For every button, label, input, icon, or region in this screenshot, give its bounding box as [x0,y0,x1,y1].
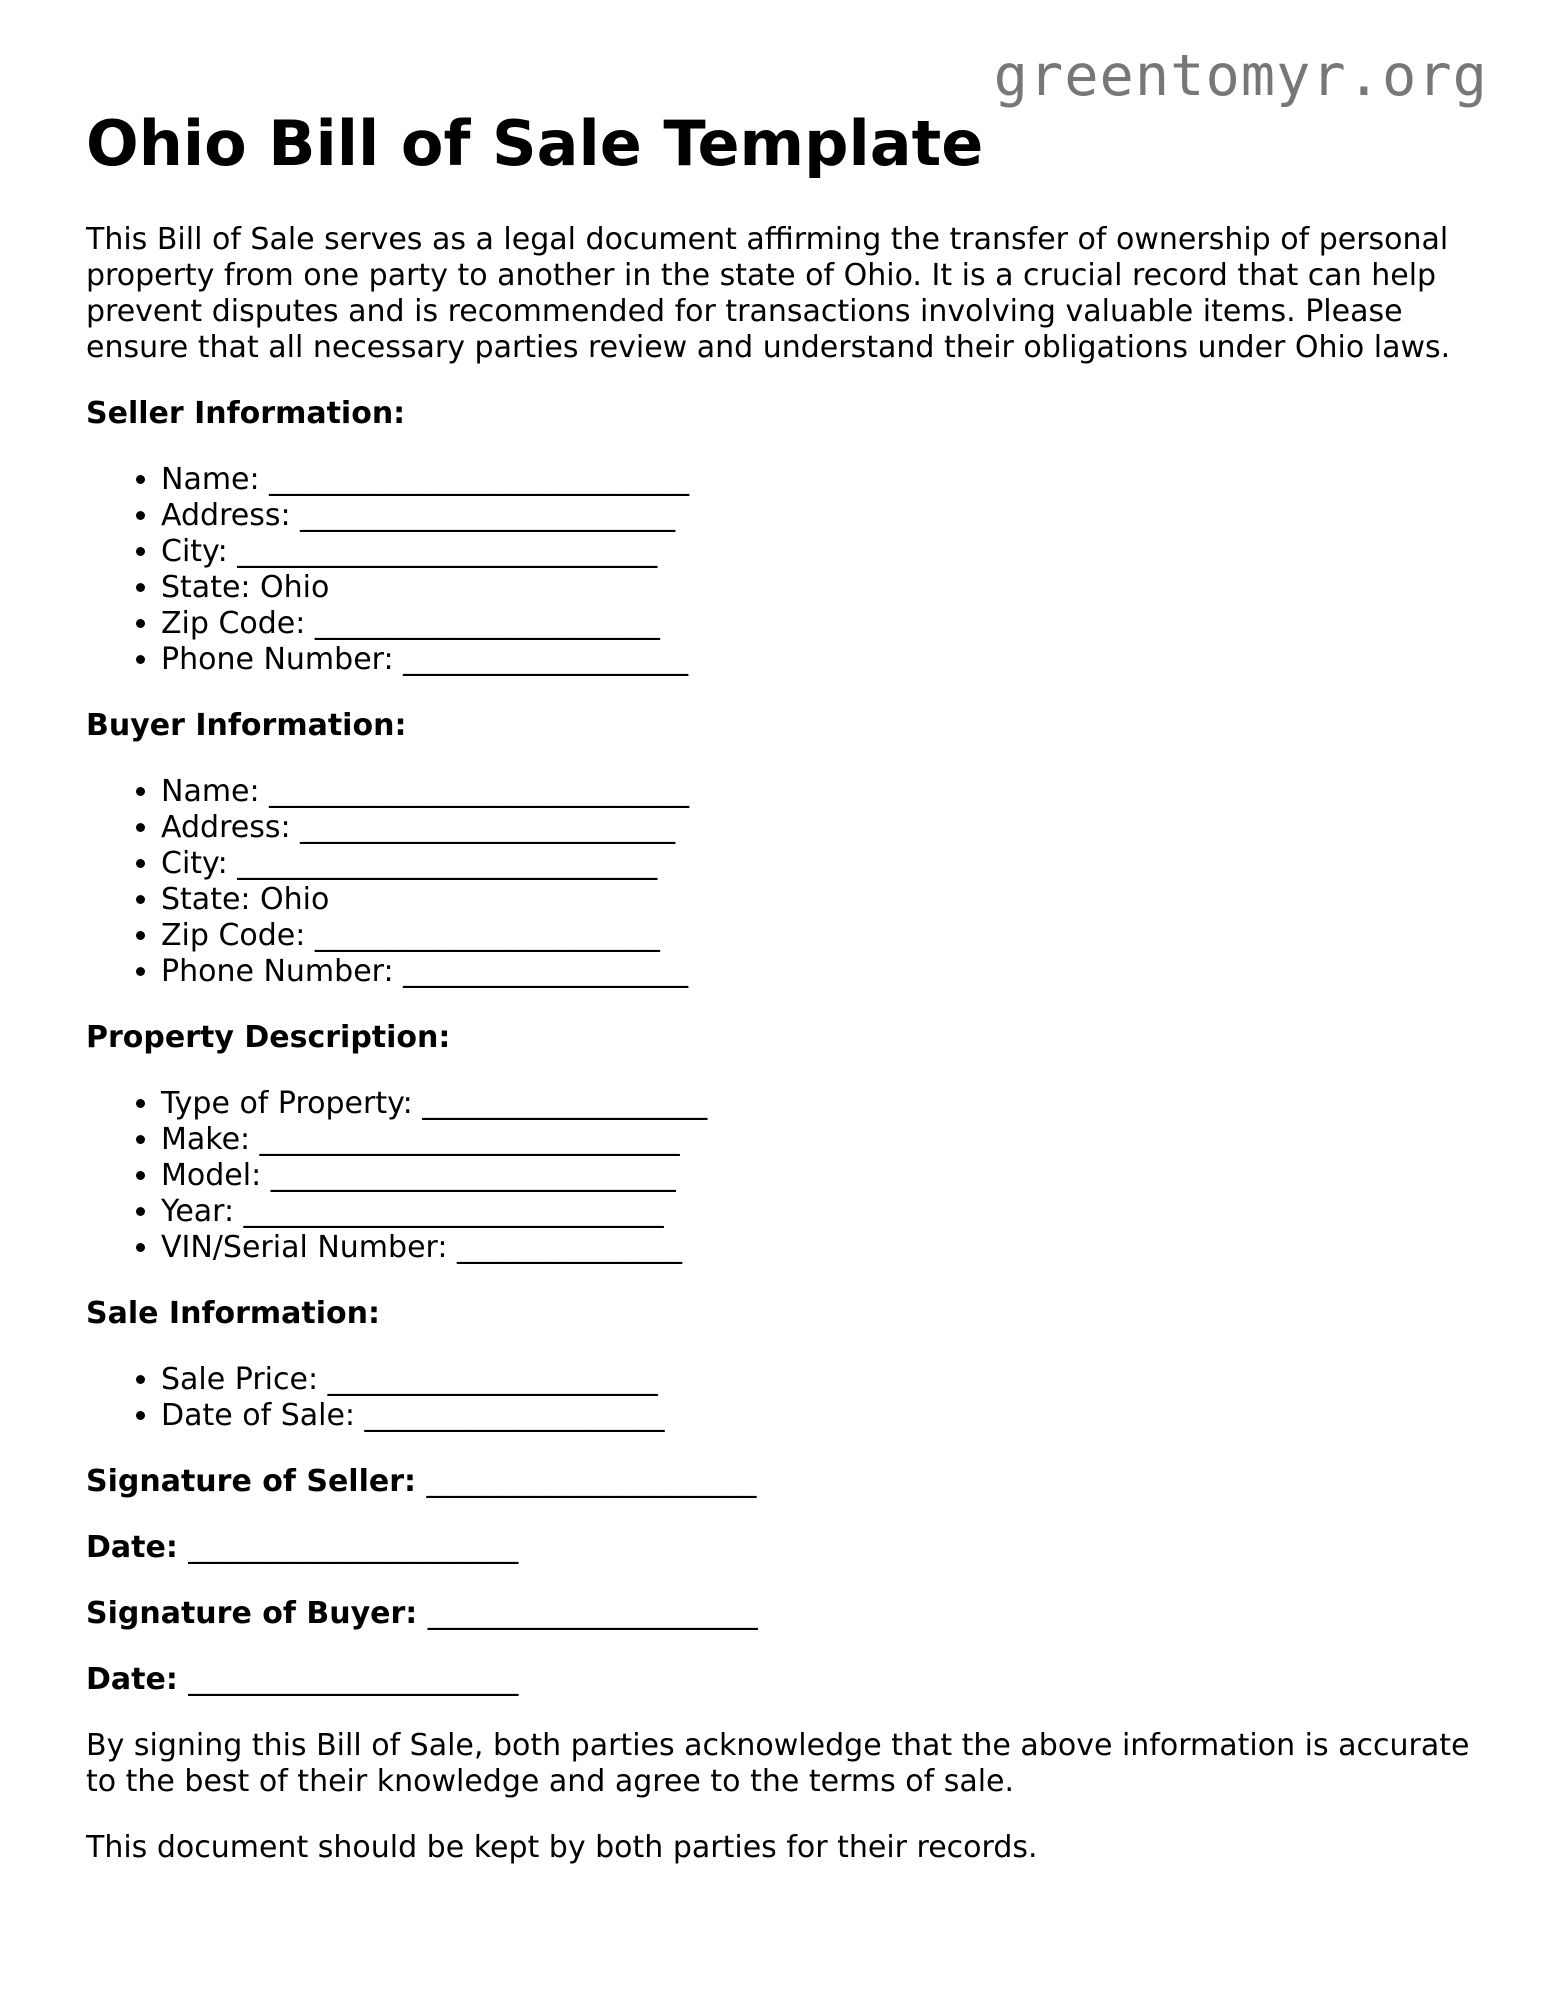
buyer-signature-blank[interactable]: ______________________ [427,1596,758,1631]
seller-signature-blank[interactable]: ______________________ [426,1464,757,1499]
property-list [86,1086,1486,1266]
sale-heading: Sale Information: [86,1296,380,1331]
sale-price-field[interactable]: • Sale Price: ______________________ [161,1362,1486,1398]
buyer-zip-field[interactable]: • Zip Code: _______________________ [161,918,1486,954]
property-year-field[interactable]: • Year: ____________________________ [161,1194,1486,1230]
sale-date-field[interactable]: • Date of Sale: ____________________ [161,1398,1486,1434]
intro-paragraph: This Bill of Sale serves as a legal document affirming the transfer of ownership of personal property from one party to another in the state of Ohio. It is a crucial record that can help prevent disputes and is recommended for transactions involving valuable items. Please ensure that all necessary parties review and understand their obligations under Ohio laws. [86,222,1451,365]
seller-date-label: Date: [86,1530,178,1565]
closing-paragraph: By signing this Bill of Sale, both parties acknowledge that the above information is accurate to the best of their knowledge and agree to the terms of sale. [86,1728,1470,1799]
seller-address-field[interactable]: • Address: _________________________ [161,498,1486,534]
seller-signature-line[interactable] [86,1464,1486,1500]
buyer-phone-field[interactable]: • Phone Number: ___________________ [161,954,1486,990]
sale-list [86,1362,1486,1434]
buyer-date-label: Date: [86,1662,178,1697]
page-title: Ohio Bill of Sale Template [86,107,984,180]
watermark: greentomyr.org [993,43,1488,109]
buyer-name-field[interactable]: • Name: ____________________________ [161,774,1486,810]
seller-date-blank[interactable]: ______________________ [188,1530,519,1565]
buyer-date-blank[interactable]: ______________________ [188,1662,519,1697]
property-type-field[interactable]: • Type of Property: ___________________ [161,1086,1486,1122]
property-vin-field[interactable]: • VIN/Serial Number: _______________ [161,1230,1486,1266]
buyer-city-field[interactable]: • City: ____________________________ [161,846,1486,882]
seller-state-field: • State: Ohio [161,570,1486,606]
buyer-state-field: • State: Ohio [161,882,1486,918]
seller-name-field[interactable]: • Name: ____________________________ [161,462,1486,498]
buyer-heading: Buyer Information: [86,708,407,743]
seller-date-line[interactable] [86,1530,1486,1566]
property-heading: Property Description: [86,1020,451,1055]
seller-phone-field[interactable]: • Phone Number: ___________________ [161,642,1486,678]
seller-list [86,462,1486,678]
buyer-signature-line[interactable] [86,1596,1486,1632]
footer-note: This document should be kept by both parties for their records. [86,1830,1038,1865]
seller-signature-label: Signature of Seller: [86,1464,417,1499]
seller-heading: Seller Information: [86,396,406,431]
buyer-signature-label: Signature of Buyer: [86,1596,418,1631]
buyer-address-field[interactable]: • Address: _________________________ [161,810,1486,846]
buyer-list [86,774,1486,990]
seller-city-field[interactable]: • City: ____________________________ [161,534,1486,570]
buyer-date-line[interactable] [86,1662,1486,1698]
property-make-field[interactable]: • Make: ____________________________ [161,1122,1486,1158]
seller-zip-field[interactable]: • Zip Code: _______________________ [161,606,1486,642]
property-model-field[interactable]: • Model: ___________________________ [161,1158,1486,1194]
document-body [86,222,1486,1896]
